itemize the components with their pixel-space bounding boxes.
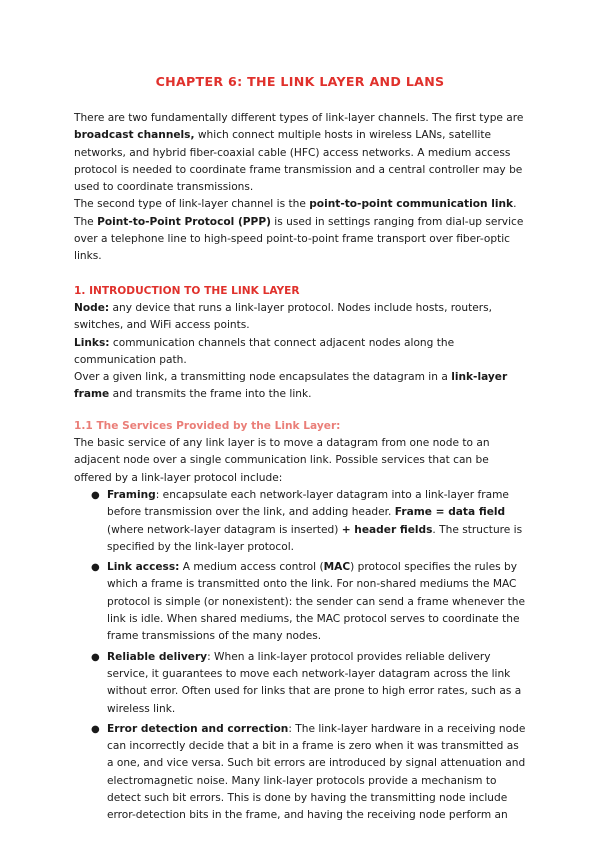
list-item-link-access — [91, 559, 526, 645]
list-item-reliable-delivery — [91, 649, 526, 718]
text-run: The second type of link-layer channel is the — [74, 198, 310, 211]
intro-paragraph-1 — [74, 110, 526, 196]
list-item-error-detection — [91, 721, 526, 825]
node-definition — [74, 300, 526, 335]
services-list — [74, 487, 526, 825]
text-run: : The link-layer hardware in a receiving node can incorrectly decide that a bit in a frame is zero when it was transmitted as a one, and vice versa. Such bit errors are introduced by signal attenuation and electromagnetic noise. Many link-layer protocols provide a mechanism to detect such bit errors. This is done by having the transmitting node include error-detection bits in the frame, and having the receiving node perform an — [107, 722, 526, 822]
bold-term: broadcast channels, — [74, 129, 195, 142]
text-run: any device that runs a link-layer protocol. Nodes include hosts, routers, switches, and WiFi access points. — [74, 301, 493, 332]
bold-term: + header fields — [341, 523, 433, 536]
subsection-heading: 1.1 The Services Provided by the Link Layer: — [74, 419, 341, 432]
bold-term: Point-to-Point Protocol (PPP) — [97, 215, 271, 228]
intro-paragraph-2 — [74, 196, 526, 213]
text-run: : When a link-layer protocol provides reliable delivery service, it guarantees to move each network-layer datagram across the link without error. Often used for links that are prone to high error rates, such as a wireless link. — [107, 650, 522, 715]
bold-term: Framing — [107, 488, 156, 501]
text-run: ) protocol specifies the rules by which a frame is transmitted onto the link. For non-shared mediums the MAC protocol is simple (or nonexistent): the sender can send a frame whenever the link is idle. When shared mediums, the MAC protocol serves to coordinate the frame transmissions of the many nodes. — [107, 561, 526, 643]
text-run: Over a given link, a transmitting node encapsulates the datagram in a — [74, 371, 452, 384]
services-lead: The basic service of any link layer is to move a datagram from one node to an adjacent node over a single communication link. Possible services that can be offered by a link-layer protocol include: — [74, 437, 490, 484]
bold-term: Links: — [74, 336, 110, 349]
chapter-title: CHAPTER 6: THE LINK LAYER AND LANS — [155, 74, 445, 89]
bullet-icon: ● — [91, 723, 100, 735]
bold-term: Frame = data field — [394, 506, 506, 519]
bold-term: MAC — [323, 561, 351, 574]
bullet-icon: ● — [91, 562, 100, 574]
text-run: is used in settings ranging from dial-up service over a telephone line to high-speed point-to-point frame transport over fiber-optic links. — [74, 215, 524, 263]
text-run: which connect multiple hosts in wireless LANs, satellite networks, and hybrid fiber-coaxial cable (HFC) access networks. A medium access protocol is needed to coordinate frame transmission and a central controller may be used to coordinate transmissions. — [74, 129, 523, 194]
text-run: . The structure is specified by the link-layer protocol. — [107, 523, 523, 553]
bold-term: Reliable delivery — [107, 650, 208, 663]
text-run: There are two fundamentally different types of link-layer channels. The first type are — [74, 112, 524, 124]
text-run: (where network-layer datagram is inserted) — [107, 523, 342, 536]
text-run: A medium access control ( — [179, 561, 324, 574]
text-run: and transmits the frame into the link. — [109, 388, 312, 401]
bullet-icon: ● — [91, 489, 100, 501]
bold-term: Link access: — [107, 561, 180, 574]
intro-section — [74, 110, 526, 266]
intro-paragraph-3 — [74, 214, 526, 266]
text-run: . — [513, 198, 517, 211]
bold-term: Node: — [74, 301, 110, 314]
list-item-framing — [91, 487, 526, 556]
text-run: communication channels that connect adjacent nodes along the communication path. — [74, 336, 455, 366]
text-run: : encapsulate each network-layer datagram into a link-layer frame before transmission over the link, and adding header. — [107, 488, 509, 519]
text-run: The — [74, 215, 98, 228]
encapsulation-paragraph — [74, 369, 526, 404]
bold-term: Error detection and correction — [107, 722, 289, 735]
bold-term: point-to-point communication link — [309, 198, 514, 211]
section-heading: 1. INTRODUCTION TO THE LINK LAYER — [74, 284, 300, 297]
links-definition — [74, 335, 526, 370]
bold-term: link-layer frame — [74, 371, 508, 401]
bullet-icon: ● — [91, 651, 100, 663]
